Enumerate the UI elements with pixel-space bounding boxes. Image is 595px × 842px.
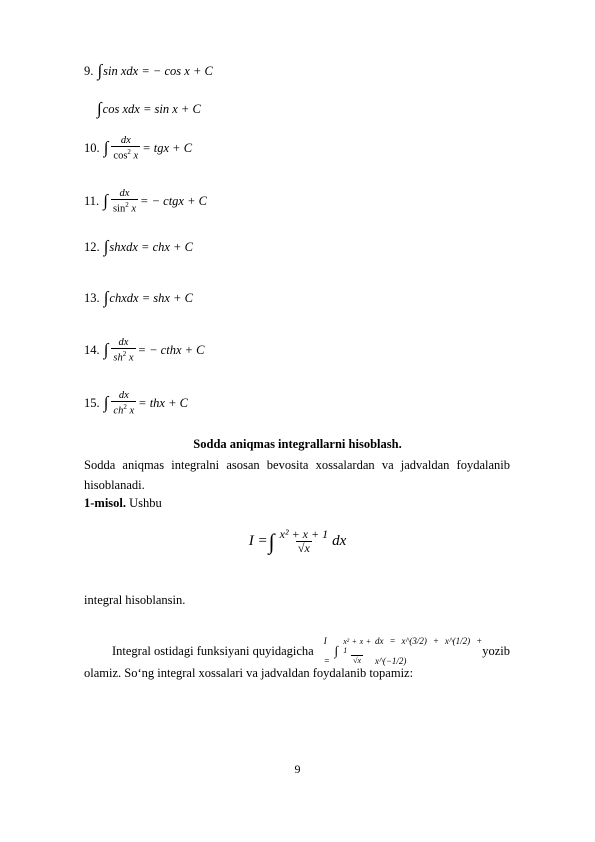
page-number: 9 [294,762,301,776]
integral-sign: ∫ [97,99,102,119]
integral-sign: ∫ [103,191,108,211]
formula-number: 12. [84,240,100,255]
result: = − cos x + C [141,64,213,79]
formula-9 [84,62,213,79]
integral-sign: ∫ [103,288,109,308]
equation-lhs: I = [248,533,268,549]
result: = tgx + C [142,141,193,156]
para2-start: Integral ostidagi funksiyani quyidagicha [112,644,314,658]
fraction: $\frac{\text{x² + x + 1}}{√x}$ [279,527,329,555]
integral-sign: ∫ [103,340,109,360]
formula-12 [84,238,193,255]
fraction: $\frac{dx}{sh^2 x}$ [113,337,134,364]
fraction: $\frac{dx}{\sin^2 x}$ [112,188,137,215]
formula-number: 14. [84,343,100,358]
integral-sign: ∫ [103,237,109,257]
para2-end: yozib [482,644,510,658]
paragraph-continue: olamiz. So‘ng integral xossalari va jadvaldan foydalanib topamiz: [84,666,414,680]
integrand: cos xdx [102,102,140,117]
formula-number: 9. [84,64,94,79]
result: = thx + C [138,396,188,411]
main-equation [0,528,595,555]
formula-11 [84,188,207,215]
after-equation-text: integral hisoblansin. [84,593,186,607]
inline-equation: I = ∫ $\frac{\text{x² + x + 1}}{√x}$ dx = x^(3/2) + x^(1/2) + x^(−1/2) [323,636,483,666]
formula-cos [96,100,201,117]
example-text: Ushbu [129,496,162,510]
integral-sign: ∫ [268,528,275,554]
section-heading: Sodda aniqmas integrallarni hisoblash. [193,437,402,451]
formula-15 [84,390,188,417]
formula-number: 10. [84,141,100,156]
result: = − cthx + C [137,343,205,358]
result: = − ctgx + C [140,194,207,209]
integrand: sin xdx [103,64,139,79]
result: = chx + C [141,240,193,255]
integral-sign: ∫ [103,138,109,158]
result: = sin x + C [142,102,201,117]
formula-number: 11. [84,194,100,209]
integrand: chxdx [109,291,139,306]
paragraph-intro: Sodda aniqmas integralni asosan bevosita xossalardan va jadvaldan foydalanib hisoblanadi. [84,458,510,492]
formula-10 [84,135,192,162]
result: = shx + C [141,291,193,306]
formula-number: 13. [84,291,100,306]
example-label: 1-misol. [84,496,127,510]
formula-number: 15. [84,396,100,411]
differential: dx [332,533,347,549]
fraction: $\frac{dx}{ch^2 x}$ [113,390,135,417]
integrand: shxdx [109,240,138,255]
example-line [84,493,510,513]
formula-14 [84,337,205,364]
fraction: $\frac{dx}{\cos^2 x}$ [113,135,139,162]
integral-sign: ∫ [103,393,109,413]
formula-13 [84,289,193,306]
integral-sign: ∫ [97,61,103,81]
